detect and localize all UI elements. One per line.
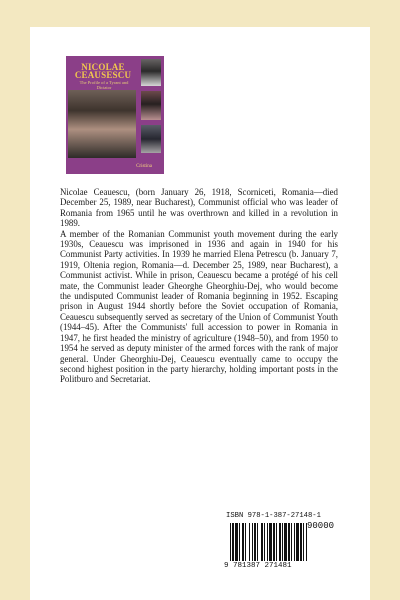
- barcode-bar: [296, 523, 299, 561]
- cover-title: NICOLAE CEAUSESCU: [74, 62, 132, 80]
- barcode-image: [230, 523, 349, 567]
- barcode-bar: [269, 523, 272, 561]
- barcode-bar: [242, 523, 244, 561]
- cover-author: Cristina: [136, 164, 152, 169]
- barcode-bar: [288, 523, 290, 561]
- barcode-bar: [264, 523, 265, 561]
- barcode-bar: [273, 523, 275, 561]
- barcode-bar: [291, 523, 292, 561]
- barcode-bar: [284, 523, 287, 561]
- cover-photo-main: [68, 90, 136, 158]
- isbn-text: ISBN 978-1-387-27148-1: [226, 512, 321, 520]
- barcode-bar: [257, 523, 258, 561]
- barcode-bar: [245, 523, 246, 561]
- barcode-bar: [230, 523, 231, 561]
- barcode-bar: [267, 523, 268, 561]
- barcode-bar: [306, 523, 307, 561]
- barcode-bar: [282, 523, 283, 561]
- barcode-bar: [235, 523, 238, 561]
- cover-photo-small-1: [141, 59, 161, 86]
- barcode-bar: [254, 523, 256, 561]
- book-cover-thumbnail: [66, 56, 164, 174]
- barcode-bar: [239, 523, 240, 561]
- cover-photo-small-2: [141, 91, 161, 120]
- barcode-bar: [279, 523, 281, 561]
- description-text: [60, 187, 338, 385]
- barcode-bar: [232, 523, 234, 561]
- cover-photo-small-3: [141, 125, 161, 153]
- paragraph-2: A member of the Romanian Communist youth movement during the early 1930s, Ceauescu was imprisoned in 1936 and again in 1940 for his Communist Party activities. In 1939 he married Elena Petrescu (b. January 7, 1919, Oltenia region, Romania—d. December 25, 1989, near Bucharest), a Communist activist. While in prison, Ceauescu became a protégé of his cell mate, the Communist leader Gheorghe Gheorghiu-Dej, who would become the undisputed Communist leader of Romania beginning in 1952. Escaping prison in August 1944 shortly before the Soviet occupation of Romania, Ceauescu subsequently served as secretary of the Union of Communist Youth (1944–45). After the Communists' full accession to power in Romania in 1947, he first headed the ministry of agriculture (1948–50), and from 1950 to 1954 he served as deputy minister of the armed forces with the rank of major general. Under Gheorghiu-Dej, Ceauescu eventually came to occupy the second highest position in the party hierarchy, holding important posts in the Politburo and Secretariat.: [60, 228, 338, 385]
- barcode-bar: [249, 523, 250, 561]
- barcode-bar: [294, 523, 295, 561]
- barcode-bar: [303, 523, 304, 561]
- cover-subtitle: The Profile of a Tyrant and Dictator: [79, 80, 129, 90]
- barcode-bar: [300, 523, 302, 561]
- barcode-bar: [276, 523, 277, 561]
- price-code: 90000: [307, 521, 335, 531]
- barcode-bar: [252, 523, 253, 561]
- paragraph-1: Nicolae Ceauescu, (born January 26, 1918, Scorniceti, Romania—died December 25, 1989, near Bucharest), Communist official who was leader of Romania from 1965 until he was overthrown and killed in a revolution in 1989.: [60, 187, 338, 229]
- barcode-number: 9 781387 271481: [224, 562, 292, 570]
- barcode-bar: [261, 523, 263, 561]
